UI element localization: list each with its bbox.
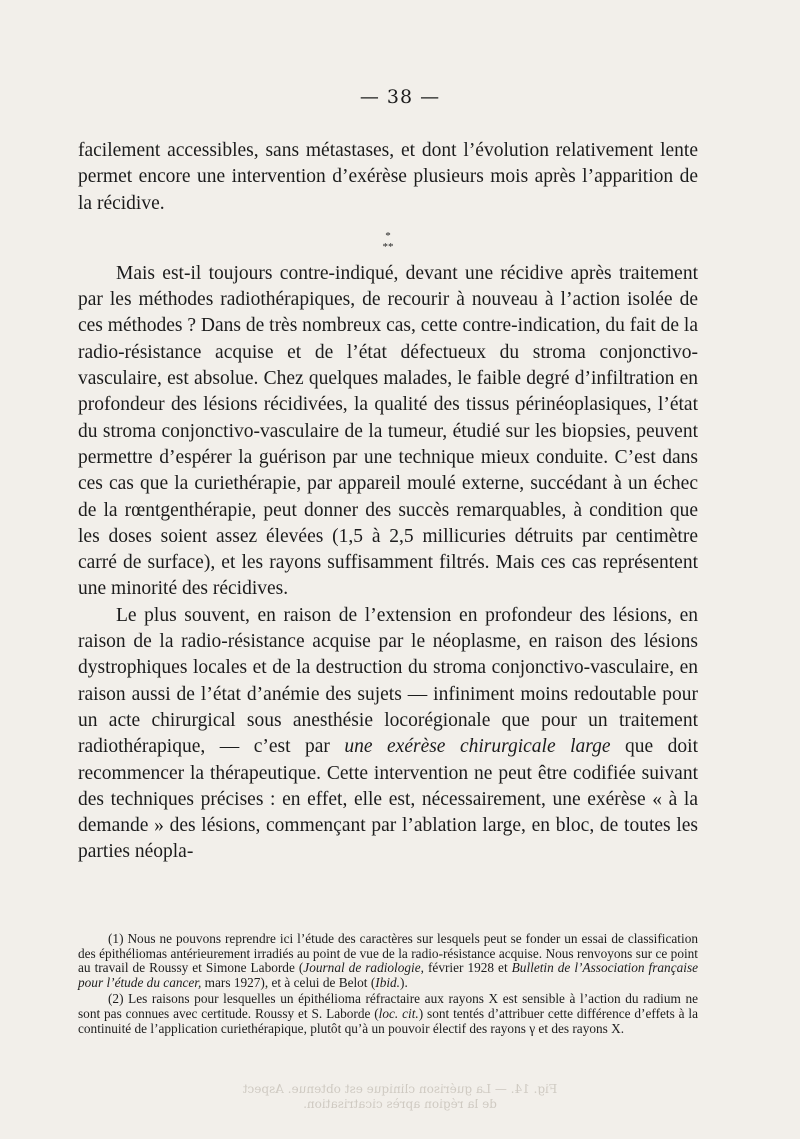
bleed-through-text <box>200 1082 600 1112</box>
footnote-1-bulletin: Bulletin de l’Association française pour l’étude du cancer, <box>78 960 699 990</box>
footnote-1 <box>78 932 698 990</box>
footnote-2-text: ) sont tentés d’attribuer cette différence d’effets à la continuité de l’application curiethérapique, plutôt qu’à un pouvoir électif des rayons γ et des rayons X. <box>78 1005 698 1036</box>
main-text <box>78 138 698 866</box>
footnote-1-journal: Journal de radiologie <box>303 960 421 976</box>
paragraph-3-lead: Le plus souvent, en raison de l’extension en profondeur des lésions, en raison de la radio-résistance acquise par le néoplasme, en raison des lésions dystrophiques locales et de la destruction du stroma conjonctivo-vasculaire, en raison aussi de l’état d’anémie des sujets — infiniment moins redoutable pour un acte chirurgical sous anesthésie locorégionale que pour un traitement radiothérapique, — c’est par <box>78 604 698 758</box>
footnote-2 <box>78 992 698 1036</box>
footnote-1-text: , février 1928 et <box>420 960 512 976</box>
footnote-1-text: mars 1927), et à celui de Belot ( <box>201 974 376 990</box>
bleed-through-line: Fig. 14. — La guérison clinique est obtenue. Aspect <box>242 1082 558 1096</box>
section-ornament <box>78 231 698 253</box>
footnotes <box>78 932 698 1038</box>
asterism-top: * <box>385 229 391 242</box>
bleed-through-line: de la région après cicatrisation. <box>303 1097 497 1111</box>
footnote-1-ibid: Ibid. <box>375 974 401 990</box>
paragraph-3-emphasis: une exérèse chirurgicale large <box>344 736 611 758</box>
asterism-bottom: ** <box>382 240 394 253</box>
footnote-2-text: (2) Les raisons pour lesquelles un épithélioma réfractaire aux rayons X est sensible à l’action du radium ne sont pas connues avec certitude. Roussy et S. Laborde ( <box>78 991 698 1021</box>
footnote-1-text: (1) Nous ne pouvons reprendre ici l’étude des caractères sur lesquels peut se fonder un essai de classification des épithéliomas antérieurement irradiés au point de vue de la radio-résistance acquise. Nous renvoyons sur ce point au travail de Roussy et Simone Laborde ( <box>78 931 698 976</box>
paragraph-3 <box>78 603 698 866</box>
paragraph-1: facilement accessibles, sans métastases, et dont l’évolution relativement lente permet encore une intervention d’exérèse plusieurs mois après l’apparition de la récidive. <box>78 140 698 214</box>
paragraph-2: Mais est-il toujours contre-indiqué, devant une récidive après traitement par les méthodes radiothérapiques, de recourir à nouveau à l’action isolée de ces méthodes ? Dans de très nombreux cas, cette contre-indication, du fait de la radio-résistance acquise et de l’état défectueux du stroma conjonctivo-vasculaire, est absolue. Chez quelques malades, le faible degré d’infiltration en profondeur des lésions récidivées, la qualité des tissus périnéoplasiques, l’état du stroma conjonctivo-vasculaire de la tumeur, étudié sur les biopsies, peuvent permettre d’espérer la guérison par une technique mieux conduite. C’est dans ces cas que la curiethérapie, par appareil moulé externe, succédant à un échec de la rœntgenthérapie, peut donner des succès remarquables, à condition que les doses soient assez élevées (1,5 à 2,5 millicuries détruits par centimètre carré de surface), et les rayons suffisamment filtrés. Mais ces cas représentent une minorité des récidives. <box>78 262 698 600</box>
footnote-1-text: ). <box>400 974 408 990</box>
footnote-2-loc-cit: loc. cit. <box>378 1005 419 1021</box>
paragraph-3-tail: que doit recommencer la thérapeutique. Cette intervention ne peut être codifiée suivant des techniques précises : en effet, elle est, nécessairement, une exérèse « à la demande » des lésions, commençant par l’ablation large, en bloc, de toutes les parties néopla- <box>78 736 698 863</box>
page-number: — 38 — <box>359 86 441 108</box>
